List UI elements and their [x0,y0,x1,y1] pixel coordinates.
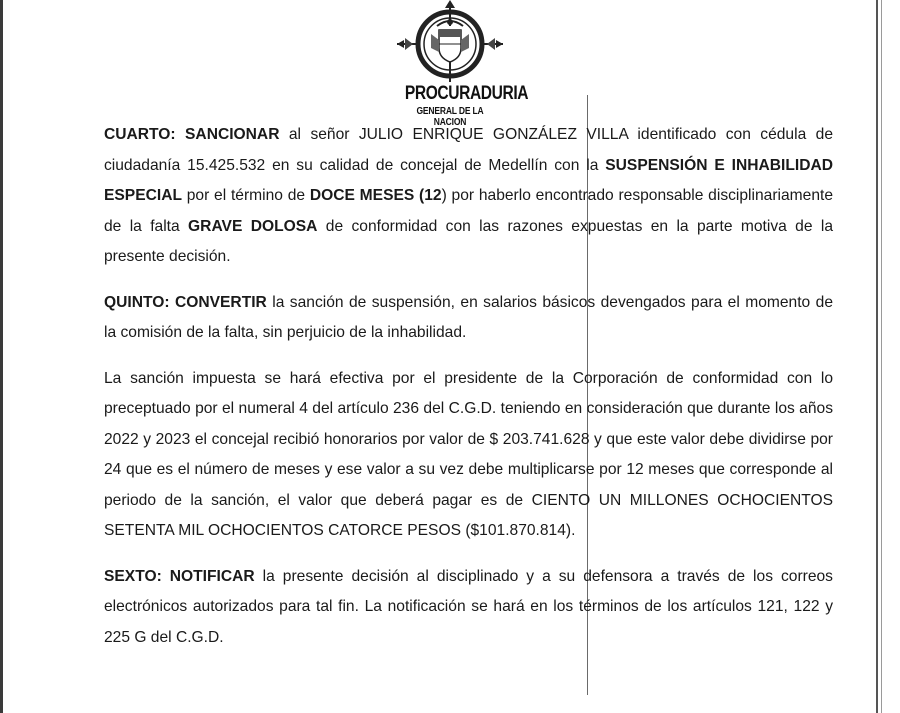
page-right-edge [876,0,878,713]
bold-text: DOCE MESES (12 [309,187,442,204]
bold-text: GRAVE DOLOSA [188,217,318,235]
bold-text: CUARTO: SANCIONAR [104,126,280,143]
document-body [104,120,833,653]
body-text: la presente decisión al disciplinado y a su defensora a través de los correos electrónicos autorizados para tal fin. La notificación se hará en los términos de los artículos 121, 122 y 225 G del C.G.D. [104,567,833,646]
bold-text: SEXTO: NOTIFICAR [104,567,255,585]
body-text: por el término de [181,187,310,204]
paragraph-sexto [104,562,833,654]
body-text: la sanción de suspensión, en salarios básicos devengados para el momento de la comisión de la falta, sin perjuicio de la inhabilidad. [104,293,833,341]
coat-of-arms-emblem-icon [395,0,505,84]
body-text: La sanción impuesta se hará efectiva por el presidente de la Corporación de conformidad con lo preceptuado por el numeral 4 del artículo 236 del C.G.D. teniendo en consideración que durante los años 2022 y 2023 el concejal recibió honorarios por valor de $ 203.741.628 y que este valor debe dividirse por 24 que es el número de meses y ese valor a su vez debe multiplicarse por 12 meses que corresponde al periodo de la sanción, el valor que deberá pagar es de CIENTO UN MILLONES OCHOCIENTOS SETENTA MIL OCHOCIENTOS CATORCE PESOS ($101.870.814). [104,369,833,539]
paragraph-sancion [104,364,833,547]
body-text: al señor JULIO ENRIQUE GONZÁLEZ VILLA identificado con cédula de ciudadanía 15.425.532 en su calidad de concejal de Medellín con la [104,126,834,174]
body-text: ) por haberlo encontrado responsable disciplinariamente de la falta [104,187,833,235]
logo-title: PROCURADURIA [404,83,529,104]
logo-subtitle: GENERAL DE LA NACION [416,106,484,128]
body-text: de conformidad con las razones expuestas en la parte motiva de la presente decisión. [104,217,833,265]
page-right-edge-shadow [881,0,882,713]
procuraduria-logo [395,0,529,128]
paragraph-quinto [104,288,833,349]
bold-text: SUSPENSIÓN E INHABILIDAD ESPECIAL [104,156,834,204]
page-left-edge [0,0,3,713]
bold-text: QUINTO: CONVERTIR [104,293,267,311]
paragraph-cuarto [104,120,833,273]
